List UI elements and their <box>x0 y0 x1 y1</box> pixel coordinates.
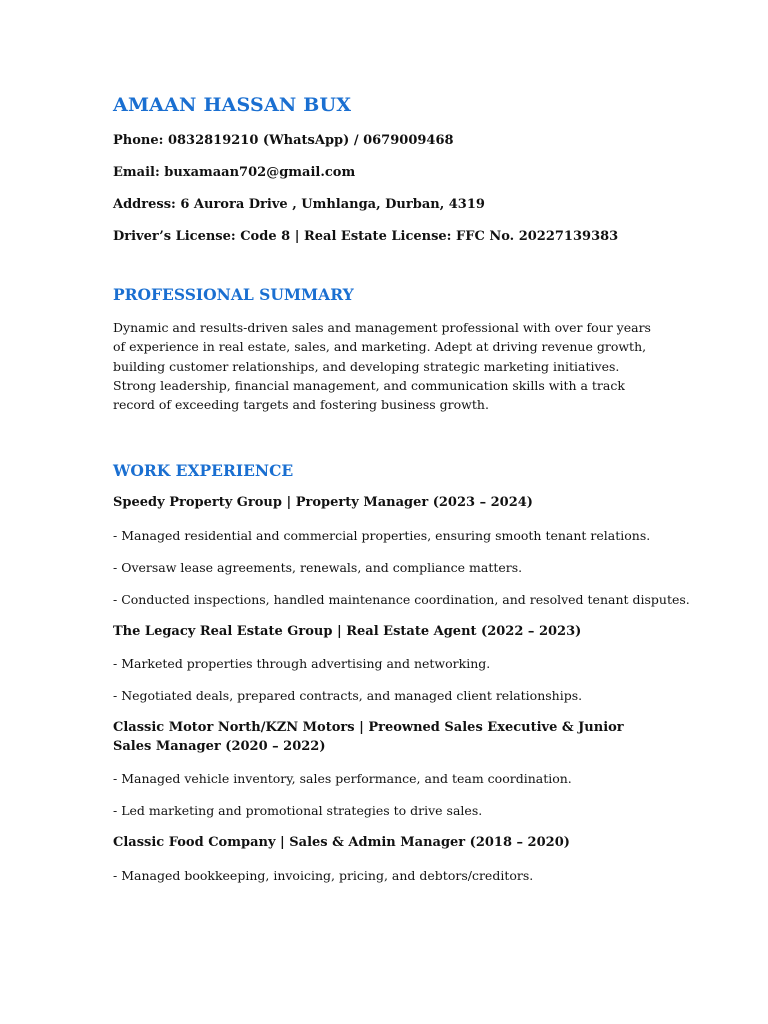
job-bullet: - Conducted inspections, handled maintenance coordination, and resolved tenant disputes. <box>113 591 690 607</box>
address-line: Address: 6 Aurora Drive , Umhlanga, Durban, 4319 <box>113 197 485 212</box>
job-entry <box>113 834 653 885</box>
job-entry <box>113 623 653 706</box>
job-entry <box>113 719 653 820</box>
job-bullet: - Managed bookkeeping, invoicing, pricing, and debtors/creditors. <box>113 867 534 883</box>
job-title: Classic Motor North/KZN Motors | Preowned Sales Executive & Junior Sales Manager (2020 – 2022) <box>113 720 624 754</box>
candidate-name: AMAAN HASSAN BUX <box>113 94 352 116</box>
job-bullet: - Marketed properties through advertising and networking. <box>113 656 491 672</box>
phone-line: Phone: 0832819210 (WhatsApp) / 0679009468 <box>113 133 454 148</box>
job-entry <box>113 494 690 609</box>
job-bullet: - Oversaw lease agreements, renewals, and compliance matters. <box>113 559 523 575</box>
email-line: Email: buxamaan702@gmail.com <box>113 165 356 180</box>
summary-text: Dynamic and results-driven sales and management professional with over four years of experience in real estate, sales, and marketing. Adept at driving revenue growth, building customer relationships, and developing strategic marketing initiatives. Strong leadership, financial management, and communication skills with a track record of exceeding targets and fostering business growth. <box>113 320 651 413</box>
job-bullet: - Managed vehicle inventory, sales performance, and team coordination. <box>113 771 572 787</box>
resume-page <box>113 92 690 899</box>
job-title: Speedy Property Group | Property Manager (2023 – 2024) <box>113 495 533 511</box>
job-bullet: - Negotiated deals, prepared contracts, and managed client relationships. <box>113 688 583 704</box>
job-title: Classic Food Company | Sales & Admin Manager (2018 – 2020) <box>113 835 570 851</box>
job-bullet: - Managed residential and commercial properties, ensuring smooth tenant relations. <box>113 527 651 543</box>
job-title: The Legacy Real Estate Group | Real Estate Agent (2022 – 2023) <box>113 623 582 639</box>
licenses-line: Driver’s License: Code 8 | Real Estate License: FFC No. 20227139383 <box>113 229 619 244</box>
work-experience-heading: WORK EXPERIENCE <box>113 461 294 481</box>
summary-heading: PROFESSIONAL SUMMARY <box>113 285 354 304</box>
job-bullet: - Led marketing and promotional strategies to drive sales. <box>113 803 483 819</box>
